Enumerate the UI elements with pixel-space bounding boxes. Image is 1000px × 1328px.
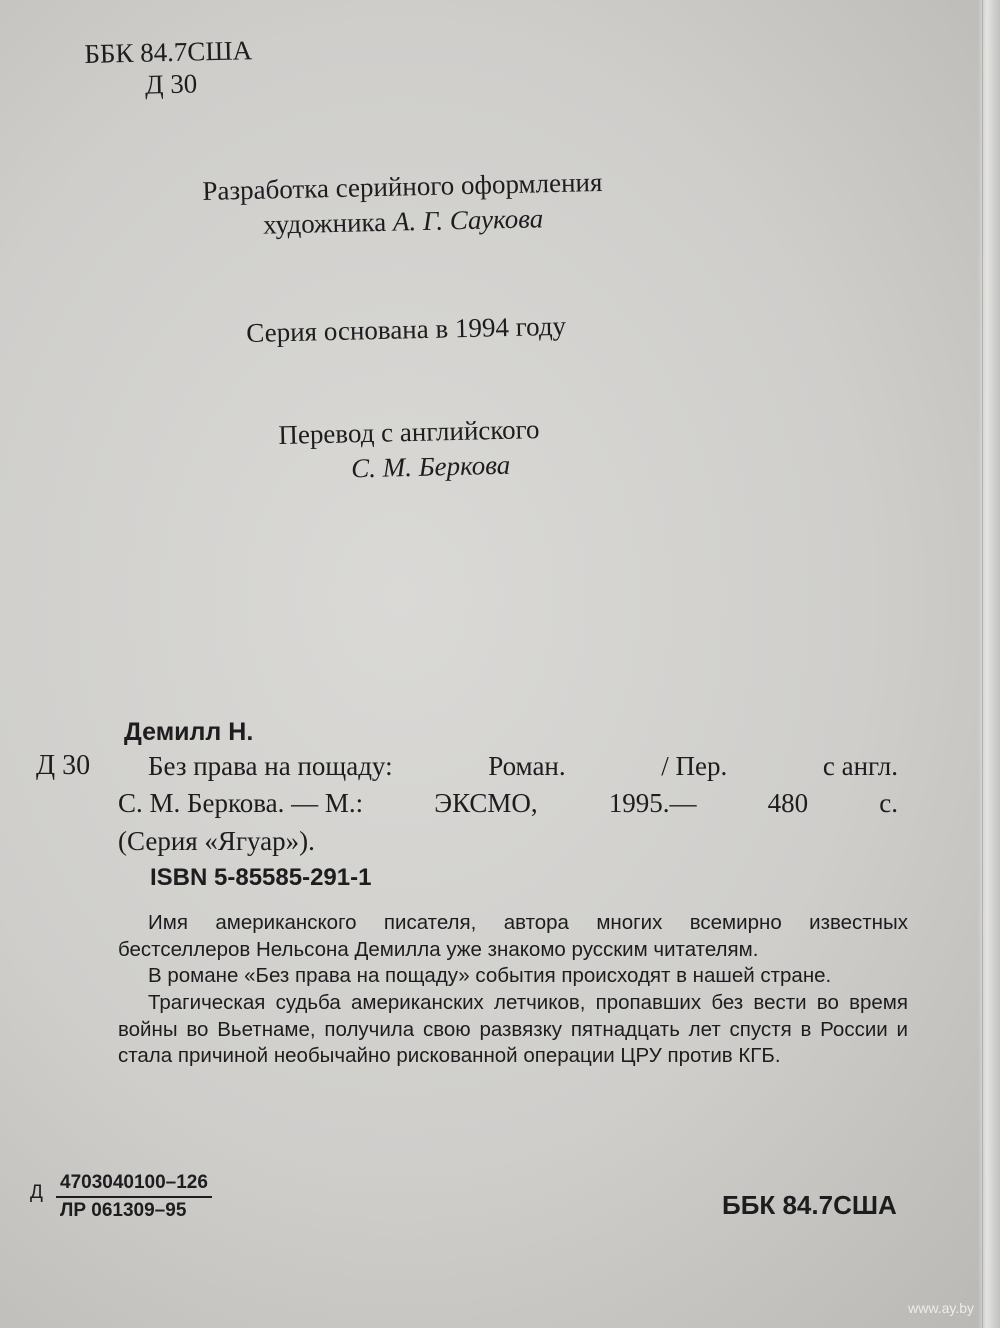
codes-fraction: [56, 1172, 212, 1222]
biblio-title: Без права на пощаду:: [148, 751, 393, 781]
translation-credit: [278, 412, 541, 487]
biblio-genre: Роман.: [488, 751, 566, 781]
annotation-paragraph: Трагическая судьба американских летчиков, пропавших без вести во время войны во Вьетнаме, получила свою развязку пятнадцать лет спустя в России и стала причиной необычайно рискованной операции ЦРУ против КГБ.: [118, 990, 908, 1068]
codes-letter: Д: [30, 1182, 43, 1203]
biblio-translator-place: С. М. Беркова. — М.:: [118, 788, 364, 819]
codes-denominator: ЛР 061309–95: [60, 1200, 187, 1221]
page-edge: [978, 0, 1000, 1328]
annotation: [118, 910, 908, 1070]
bibliographic-description: [118, 748, 898, 860]
watermark: www.ay.by: [908, 1300, 974, 1316]
translation-line: Перевод с английского: [278, 414, 540, 450]
biblio-line-1: [118, 748, 898, 785]
biblio-translation-2: с англ.: [822, 751, 898, 781]
translator-name: С. М. Беркова: [350, 449, 511, 483]
biblio-year: 1995.—: [608, 788, 697, 819]
biblio-pages: 480: [767, 788, 809, 819]
biblio-publisher: ЭКСМО,: [434, 788, 538, 819]
annotation-paragraph: В романе «Без права на пощаду» события происходят в нашей стране.: [148, 964, 832, 988]
biblio-line-2: [118, 785, 898, 822]
author-mark: Д 30: [144, 68, 198, 101]
designer-name: А. Г. Саукова: [392, 202, 544, 237]
publication-codes: [30, 1172, 212, 1222]
bbk-header: [84, 34, 253, 103]
catalog-code: Д 30: [36, 750, 91, 781]
design-line-2-prefix: художника: [262, 206, 394, 240]
biblio-pages-unit: с.: [879, 788, 898, 819]
isbn: ISBN 5-85585-291-1: [150, 864, 372, 891]
bbk-footer: ББК 84.7США: [722, 1190, 897, 1220]
annotation-paragraph: Имя американского писателя, автора многих всемирно известных бестселлеров Нельсона Демилла уже знакомо русским читателям.: [118, 911, 908, 961]
series-founded-note: Серия основана в 1994 году: [246, 310, 567, 348]
catalog-author: Демилл Н.: [124, 718, 254, 746]
biblio-series: (Серия «Ягуар»).: [118, 825, 315, 856]
series-design-credit: [202, 165, 603, 243]
bbk-code: ББК 84.7США: [84, 35, 253, 69]
biblio-translation-1: / Пер.: [661, 751, 728, 781]
design-line-1: Разработка серийного оформления: [202, 166, 603, 206]
codes-numerator: 4703040100–126: [56, 1172, 212, 1198]
